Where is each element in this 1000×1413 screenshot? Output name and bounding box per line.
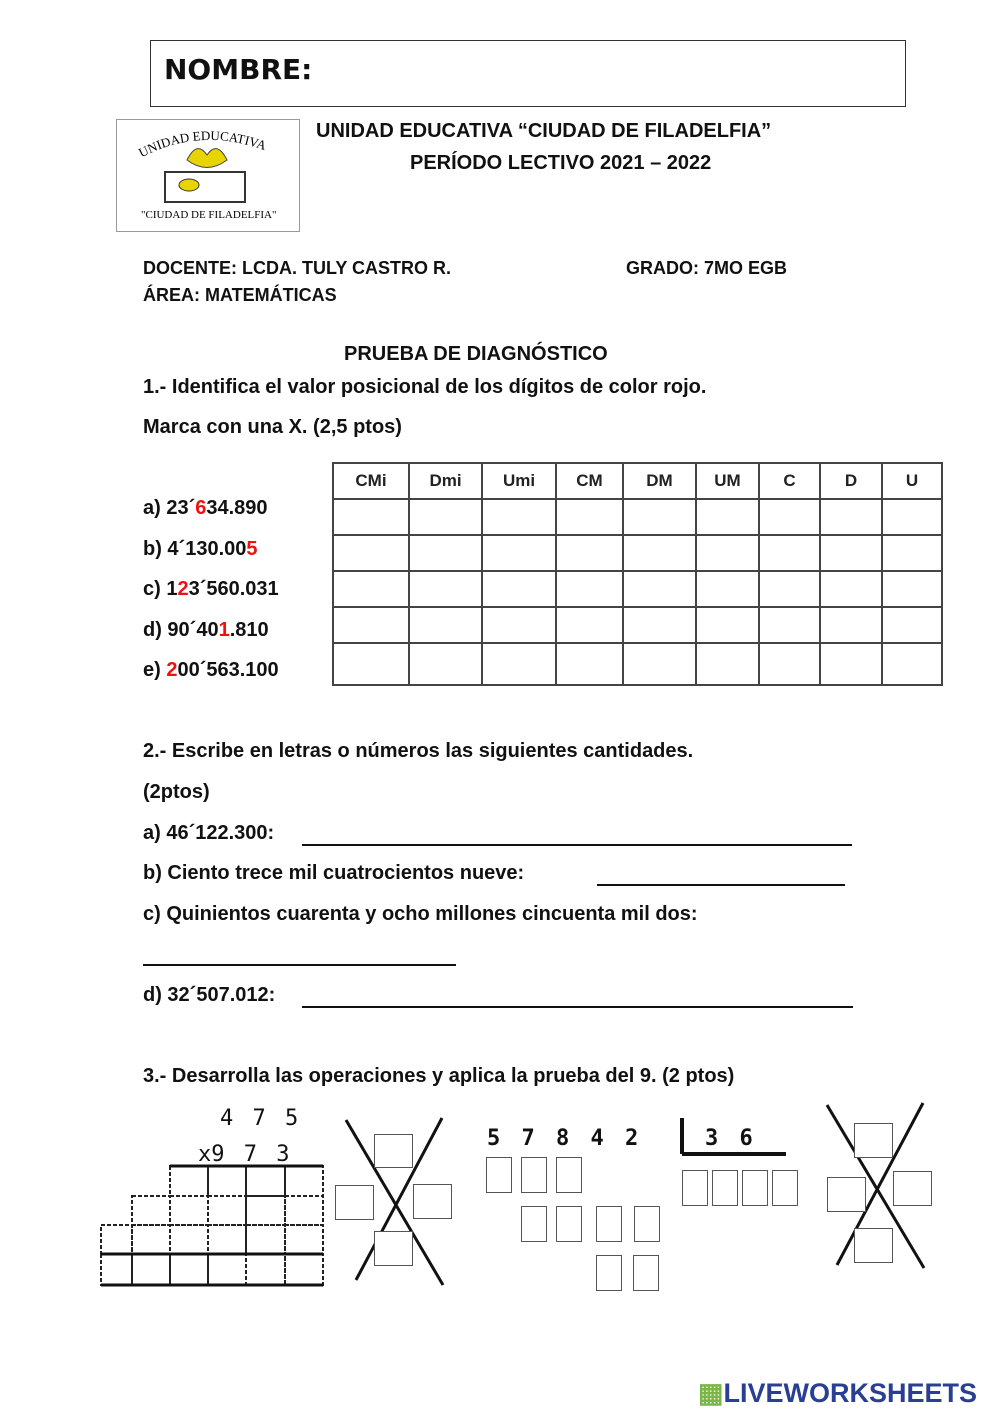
mark-cell[interactable] — [482, 535, 556, 571]
name-label: NOMBRE: — [164, 53, 313, 86]
answer-box[interactable] — [413, 1184, 452, 1219]
mark-cell[interactable] — [820, 535, 882, 571]
grid-cell[interactable] — [285, 1196, 323, 1225]
mark-cell[interactable] — [623, 571, 696, 607]
column-header: DM — [623, 463, 696, 499]
mark-cell[interactable] — [696, 607, 759, 643]
mark-cell[interactable] — [623, 499, 696, 535]
mark-cell[interactable] — [696, 571, 759, 607]
answer-box[interactable] — [854, 1228, 893, 1263]
subject-area: ÁREA: MATEMÁTICAS — [143, 285, 337, 305]
number-part: e) — [143, 659, 167, 681]
mark-cell[interactable] — [556, 499, 623, 535]
q2-item-b: b) Ciento trece mil cuatrocientos nueve: — [143, 862, 525, 884]
q3-instruction: 3.- Desarrolla las operaciones y aplica la prueba del 9. (2 ptos) — [143, 1065, 735, 1087]
grid-cell[interactable] — [246, 1254, 285, 1285]
mark-cell[interactable] — [759, 643, 820, 685]
column-header: Dmi — [409, 463, 482, 499]
grid-cell[interactable] — [246, 1225, 285, 1254]
mark-cell[interactable] — [482, 499, 556, 535]
number-item — [143, 497, 268, 520]
school-logo — [116, 119, 300, 232]
mark-cell[interactable] — [820, 571, 882, 607]
mark-cell[interactable] — [820, 643, 882, 685]
mark-cell[interactable] — [882, 571, 942, 607]
multiplicand: 4 7 5 — [220, 1106, 299, 1131]
mark-cell[interactable] — [820, 607, 882, 643]
school-period: PERÍODO LECTIVO 2021 – 2022 — [410, 152, 712, 174]
answer-line-a[interactable] — [302, 822, 852, 846]
q1-instruction: 1.- Identifica el valor posicional de los dígitos de color rojo. — [143, 376, 707, 398]
name-field[interactable] — [150, 40, 906, 107]
mark-cell[interactable] — [333, 499, 409, 535]
mark-cell[interactable] — [623, 535, 696, 571]
column-header: C — [759, 463, 820, 499]
red-digit: 1 — [218, 618, 230, 641]
svg-text:UNIDAD EDUCATIVA: UNIDAD EDUCATIVA — [136, 127, 269, 161]
number-part: 3´560.031 — [188, 578, 279, 600]
mark-cell[interactable] — [482, 571, 556, 607]
number-part: 34.890 — [206, 497, 268, 519]
test-title: PRUEBA DE DIAGNÓSTICO — [344, 343, 608, 365]
mark-cell[interactable] — [333, 571, 409, 607]
grid-cell[interactable] — [208, 1196, 246, 1225]
answer-box[interactable] — [521, 1157, 547, 1193]
number-part: d) 90´40 — [143, 618, 219, 641]
mark-cell[interactable] — [623, 643, 696, 685]
answer-box[interactable] — [374, 1231, 413, 1266]
answer-box[interactable] — [854, 1123, 893, 1158]
number-item — [143, 538, 258, 561]
column-header: Umi — [482, 463, 556, 499]
answer-box[interactable] — [633, 1255, 659, 1291]
column-header: UM — [696, 463, 759, 499]
grid-cell[interactable] — [246, 1166, 285, 1196]
grid-cell[interactable] — [285, 1166, 323, 1196]
mark-cell[interactable] — [623, 607, 696, 643]
red-digit: 5 — [246, 537, 258, 560]
answer-box[interactable] — [634, 1206, 660, 1242]
column-header: U — [882, 463, 942, 499]
mark-cell[interactable] — [409, 643, 482, 685]
mark-cell[interactable] — [556, 643, 623, 685]
answer-line-d[interactable] — [302, 984, 853, 1008]
column-header: CMi — [333, 463, 409, 499]
mark-cell[interactable] — [409, 535, 482, 571]
grid-cell[interactable] — [208, 1254, 246, 1285]
number-part: 00´563.100 — [177, 659, 279, 681]
table-row — [333, 607, 942, 643]
mark-cell[interactable] — [759, 535, 820, 571]
divisor: 3 6 — [705, 1126, 753, 1151]
grid-cell[interactable] — [208, 1225, 246, 1254]
red-digit: 2 — [177, 578, 189, 600]
table-row — [333, 643, 942, 685]
answer-box[interactable] — [712, 1170, 738, 1206]
mark-cell[interactable] — [696, 499, 759, 535]
q2-instruction: 2.- Escribe en letras o números las siguientes cantidades. — [143, 740, 694, 762]
answer-box[interactable] — [556, 1206, 582, 1242]
answer-box[interactable] — [893, 1171, 932, 1206]
answer-box[interactable] — [335, 1185, 374, 1220]
number-part: .810 — [229, 618, 269, 641]
number-item — [143, 578, 279, 601]
grid-cell[interactable] — [101, 1254, 132, 1285]
grid-cell[interactable] — [208, 1166, 246, 1196]
number-item — [143, 659, 279, 682]
table-row — [333, 499, 942, 535]
mark-cell[interactable] — [333, 535, 409, 571]
grid-cell[interactable] — [246, 1196, 285, 1225]
grid-cell[interactable] — [132, 1254, 170, 1285]
mark-cell[interactable] — [482, 643, 556, 685]
dividend: 5 7 8 4 2 — [487, 1126, 639, 1151]
answer-box[interactable] — [374, 1134, 413, 1168]
brand-text: LIVEWORKSHEETS — [723, 1378, 978, 1408]
grade: GRADO: 7MO EGB — [626, 258, 788, 278]
school-name: UNIDAD EDUCATIVA “CIUDAD DE FILADELFIA” — [316, 120, 772, 142]
q1-instruction-2: Marca con una X. (2,5 ptos) — [143, 416, 402, 438]
q2-item-c: c) Quinientos cuarenta y ocho millones cincuenta mil dos: — [143, 903, 698, 925]
teacher: DOCENTE: LCDA. TULY CASTRO R. — [143, 258, 452, 278]
red-digit: 2 — [166, 659, 178, 681]
answer-box[interactable] — [596, 1255, 622, 1291]
answer-box[interactable] — [742, 1170, 768, 1206]
grid-cell[interactable] — [285, 1225, 323, 1254]
grid-cell[interactable] — [170, 1166, 208, 1196]
mark-cell[interactable] — [882, 535, 942, 571]
grid-cell[interactable] — [170, 1196, 208, 1225]
grid-cell[interactable] — [285, 1254, 323, 1285]
q2-points: (2ptos) — [143, 781, 210, 803]
mark-cell[interactable] — [820, 499, 882, 535]
mark-cell[interactable] — [759, 571, 820, 607]
answer-box[interactable] — [596, 1206, 622, 1242]
mark-cell[interactable] — [882, 499, 942, 535]
number-part: a) 23´ — [143, 497, 196, 519]
multiplier: x9 7 3 — [198, 1142, 290, 1167]
red-digit: 6 — [195, 497, 207, 519]
answer-box[interactable] — [521, 1206, 547, 1242]
answer-line-b[interactable] — [597, 862, 845, 886]
grid-cell[interactable] — [170, 1225, 208, 1254]
table-row — [333, 535, 942, 571]
q2-item-a: a) 46´122.300: — [143, 822, 275, 844]
mark-cell[interactable] — [696, 535, 759, 571]
mark-cell[interactable] — [333, 643, 409, 685]
mark-cell[interactable] — [556, 571, 623, 607]
q2-item-d: d) 32´507.012: — [143, 984, 276, 1006]
answer-box[interactable] — [772, 1170, 798, 1206]
mark-cell[interactable] — [759, 607, 820, 643]
mark-cell[interactable] — [333, 607, 409, 643]
answer-box[interactable] — [682, 1170, 708, 1206]
number-part: b) 4´130.00 — [143, 537, 247, 560]
liveworksheets-logo: ▦LIVEWORKSHEETS — [698, 1378, 978, 1408]
number-item — [143, 619, 269, 642]
column-header: CM — [556, 463, 623, 499]
mark-cell[interactable] — [882, 607, 942, 643]
mark-cell[interactable] — [482, 607, 556, 643]
column-header: D — [820, 463, 882, 499]
mark-cell[interactable] — [409, 571, 482, 607]
grid-cell[interactable] — [132, 1225, 170, 1254]
grid-cell[interactable] — [170, 1254, 208, 1285]
grid-cell[interactable] — [101, 1225, 132, 1254]
answer-box[interactable] — [827, 1177, 866, 1212]
logo-text: "CIUDAD DE FILADELFIA" — [141, 209, 277, 221]
place-value-table — [332, 462, 943, 686]
mark-cell[interactable] — [409, 607, 482, 643]
mark-cell[interactable] — [696, 643, 759, 685]
grid-cell[interactable] — [132, 1196, 170, 1225]
answer-line-c[interactable] — [143, 942, 456, 966]
mark-cell[interactable] — [409, 499, 482, 535]
mark-cell[interactable] — [882, 643, 942, 685]
table-row — [333, 571, 942, 607]
number-part: c) 1 — [143, 578, 178, 600]
answer-box[interactable] — [556, 1157, 582, 1193]
answer-box[interactable] — [486, 1157, 512, 1193]
mark-cell[interactable] — [556, 535, 623, 571]
mark-cell[interactable] — [759, 499, 820, 535]
mark-cell[interactable] — [556, 607, 623, 643]
